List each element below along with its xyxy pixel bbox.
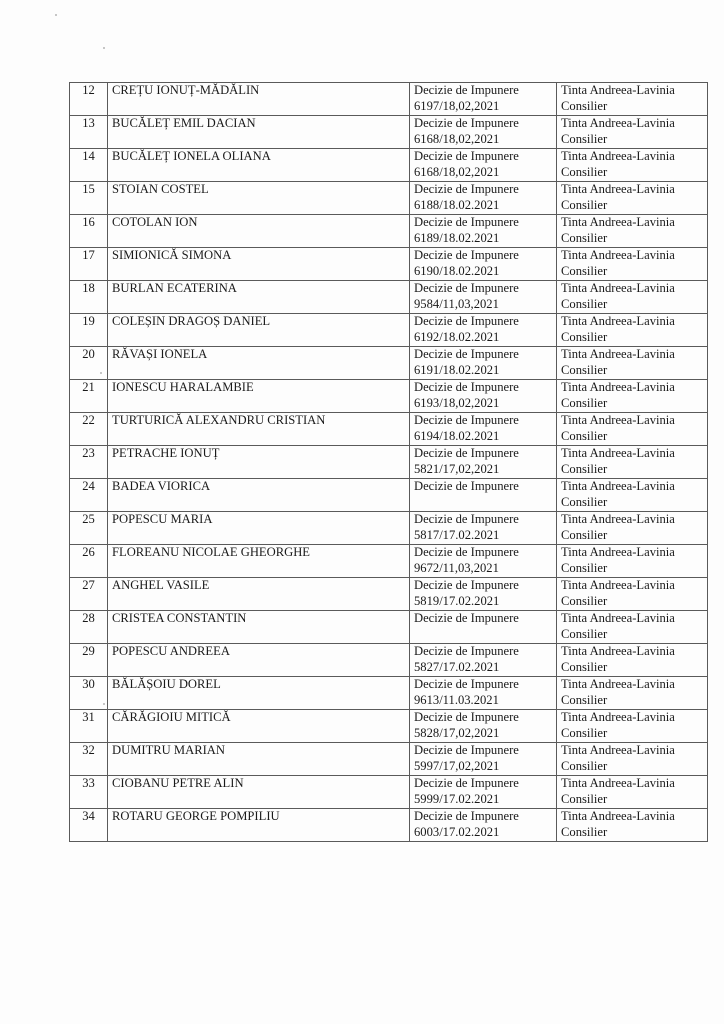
table-row — [70, 83, 708, 116]
document-number: 6168/18,02,2021 — [414, 131, 500, 146]
document-number: 6189/18.02.2021 — [414, 230, 500, 245]
document-cell — [410, 281, 557, 314]
document-number: 5999/17.02.2021 — [414, 791, 500, 806]
document-type: Decizie de Impunere — [414, 776, 519, 790]
taxpayer-name: CIOBANU PETRE ALIN — [108, 776, 410, 809]
responsible-cell — [557, 248, 708, 281]
taxpayer-name: BUCĂLEȚ IONELA OLIANA — [108, 149, 410, 182]
document-number: 6191/18.02.2021 — [414, 362, 500, 377]
responsible-name: Tinta Andreea-Lavinia — [561, 149, 675, 163]
responsible-role: Consilier — [561, 362, 608, 377]
row-number: 34 — [70, 809, 108, 842]
document-number: 6003/17.02.2021 — [414, 824, 500, 839]
document-number: 9613/11.03.2021 — [414, 692, 499, 707]
responsible-role: Consilier — [561, 164, 608, 179]
responsible-cell — [557, 116, 708, 149]
document-cell — [410, 512, 557, 545]
responsible-cell — [557, 215, 708, 248]
document-type: Decizie de Impunere — [414, 743, 519, 757]
taxpayer-name: RĂVAȘI IONELA — [108, 347, 410, 380]
document-type: Decizie de Impunere — [414, 149, 519, 163]
responsible-cell — [557, 446, 708, 479]
responsible-cell — [557, 281, 708, 314]
row-number: 12 — [70, 83, 108, 116]
responsible-role: Consilier — [561, 197, 608, 212]
document-type: Decizie de Impunere — [414, 479, 519, 493]
responsible-role: Consilier — [561, 560, 608, 575]
responsible-role: Consilier — [561, 329, 608, 344]
table-body — [70, 83, 708, 842]
responsible-name: Tinta Andreea-Lavinia — [561, 809, 675, 823]
document-cell — [410, 83, 557, 116]
document-type: Decizie de Impunere — [414, 578, 519, 592]
taxpayer-name: DUMITRU MARIAN — [108, 743, 410, 776]
document-type: Decizie de Impunere — [414, 83, 519, 97]
responsible-name: Tinta Andreea-Lavinia — [561, 512, 675, 526]
scan-speck — [55, 14, 57, 16]
responsible-cell — [557, 644, 708, 677]
table-row — [70, 611, 708, 644]
table-row — [70, 116, 708, 149]
document-type: Decizie de Impunere — [414, 413, 519, 427]
responsible-cell — [557, 479, 708, 512]
responsible-cell — [557, 314, 708, 347]
taxpayer-name: ANGHEL VASILE — [108, 578, 410, 611]
responsible-role: Consilier — [561, 824, 608, 839]
document-number: 9584/11,03,2021 — [414, 296, 499, 311]
responsible-name: Tinta Andreea-Lavinia — [561, 644, 675, 658]
row-number: 31 — [70, 710, 108, 743]
taxpayer-table — [69, 82, 708, 842]
row-number: 20 — [70, 347, 108, 380]
table-row — [70, 578, 708, 611]
responsible-cell — [557, 512, 708, 545]
document-number: 6190/18.02.2021 — [414, 263, 500, 278]
document-number: 5828/17,02,2021 — [414, 725, 500, 740]
responsible-role: Consilier — [561, 230, 608, 245]
table-row — [70, 479, 708, 512]
table-row — [70, 545, 708, 578]
responsible-cell — [557, 677, 708, 710]
document-cell — [410, 545, 557, 578]
table-row — [70, 380, 708, 413]
document-cell — [410, 248, 557, 281]
table-row — [70, 644, 708, 677]
document-cell — [410, 347, 557, 380]
document-type: Decizie de Impunere — [414, 347, 519, 361]
row-number: 14 — [70, 149, 108, 182]
responsible-role: Consilier — [561, 461, 608, 476]
document-number: 6168/18,02,2021 — [414, 164, 500, 179]
responsible-name: Tinta Andreea-Lavinia — [561, 413, 675, 427]
document-cell — [410, 182, 557, 215]
row-number: 32 — [70, 743, 108, 776]
responsible-name: Tinta Andreea-Lavinia — [561, 710, 675, 724]
document-type: Decizie de Impunere — [414, 116, 519, 130]
document-type: Decizie de Impunere — [414, 644, 519, 658]
row-number: 16 — [70, 215, 108, 248]
document-cell — [410, 809, 557, 842]
table-row — [70, 677, 708, 710]
responsible-role: Consilier — [561, 98, 608, 113]
responsible-cell — [557, 545, 708, 578]
taxpayer-name: BADEA VIORICA — [108, 479, 410, 512]
taxpayer-name: CRISTEA CONSTANTIN — [108, 611, 410, 644]
document-type: Decizie de Impunere — [414, 512, 519, 526]
responsible-name: Tinta Andreea-Lavinia — [561, 743, 675, 757]
document-type: Decizie de Impunere — [414, 248, 519, 262]
taxpayer-name: POPESCU MARIA — [108, 512, 410, 545]
document-number: 5827/17.02.2021 — [414, 659, 500, 674]
document-cell — [410, 578, 557, 611]
document-type: Decizie de Impunere — [414, 380, 519, 394]
taxpayer-name: COTOLAN ION — [108, 215, 410, 248]
table-row — [70, 512, 708, 545]
document-number: 6197/18,02,2021 — [414, 98, 500, 113]
taxpayer-name: IONESCU HARALAMBIE — [108, 380, 410, 413]
document-type: Decizie de Impunere — [414, 314, 519, 328]
responsible-name: Tinta Andreea-Lavinia — [561, 677, 675, 691]
taxpayer-name: CREȚU IONUȚ-MĂDĂLIN — [108, 83, 410, 116]
responsible-role: Consilier — [561, 626, 608, 641]
responsible-cell — [557, 149, 708, 182]
scan-speck — [103, 47, 105, 49]
taxpayer-name: SIMIONICĂ SIMONA — [108, 248, 410, 281]
row-number: 17 — [70, 248, 108, 281]
responsible-name: Tinta Andreea-Lavinia — [561, 611, 675, 625]
responsible-role: Consilier — [561, 692, 608, 707]
row-number: 15 — [70, 182, 108, 215]
table-row — [70, 710, 708, 743]
responsible-cell — [557, 83, 708, 116]
taxpayer-name: BĂLĂȘOIU DOREL — [108, 677, 410, 710]
document-type: Decizie de Impunere — [414, 215, 519, 229]
responsible-role: Consilier — [561, 131, 608, 146]
document-number: 6192/18.02.2021 — [414, 329, 500, 344]
responsible-name: Tinta Andreea-Lavinia — [561, 347, 675, 361]
responsible-role: Consilier — [561, 791, 608, 806]
document-cell — [410, 413, 557, 446]
table-row — [70, 413, 708, 446]
document-cell — [410, 479, 557, 512]
document-cell — [410, 677, 557, 710]
document-type: Decizie de Impunere — [414, 611, 519, 625]
responsible-name: Tinta Andreea-Lavinia — [561, 116, 675, 130]
table-row — [70, 248, 708, 281]
responsible-cell — [557, 413, 708, 446]
responsible-name: Tinta Andreea-Lavinia — [561, 281, 675, 295]
row-number: 29 — [70, 644, 108, 677]
taxpayer-name: FLOREANU NICOLAE GHEORGHE — [108, 545, 410, 578]
document-number: 6188/18.02.2021 — [414, 197, 500, 212]
table-row — [70, 809, 708, 842]
responsible-role: Consilier — [561, 725, 608, 740]
document-number: 5997/17,02,2021 — [414, 758, 500, 773]
document-type: Decizie de Impunere — [414, 446, 519, 460]
document-type: Decizie de Impunere — [414, 677, 519, 691]
row-number: 13 — [70, 116, 108, 149]
responsible-name: Tinta Andreea-Lavinia — [561, 545, 675, 559]
document-number: 6194/18.02.2021 — [414, 428, 500, 443]
responsible-name: Tinta Andreea-Lavinia — [561, 248, 675, 262]
row-number: 25 — [70, 512, 108, 545]
row-number: 23 — [70, 446, 108, 479]
responsible-cell — [557, 809, 708, 842]
row-number: 30 — [70, 677, 108, 710]
row-number: 22 — [70, 413, 108, 446]
responsible-cell — [557, 380, 708, 413]
document-cell — [410, 446, 557, 479]
table-row — [70, 743, 708, 776]
taxpayer-name: ROTARU GEORGE POMPILIU — [108, 809, 410, 842]
document-type: Decizie de Impunere — [414, 281, 519, 295]
table-row — [70, 347, 708, 380]
document-cell — [410, 116, 557, 149]
responsible-name: Tinta Andreea-Lavinia — [561, 776, 675, 790]
document-number: 9672/11,03,2021 — [414, 560, 499, 575]
row-number: 19 — [70, 314, 108, 347]
document-cell — [410, 380, 557, 413]
responsible-cell — [557, 182, 708, 215]
document-cell — [410, 314, 557, 347]
table-row — [70, 446, 708, 479]
responsible-role: Consilier — [561, 395, 608, 410]
responsible-name: Tinta Andreea-Lavinia — [561, 479, 675, 493]
responsible-name: Tinta Andreea-Lavinia — [561, 314, 675, 328]
responsible-name: Tinta Andreea-Lavinia — [561, 380, 675, 394]
row-number: 26 — [70, 545, 108, 578]
taxpayer-name: BUCĂLEȚ EMIL DACIAN — [108, 116, 410, 149]
document-cell — [410, 743, 557, 776]
responsible-name: Tinta Andreea-Lavinia — [561, 446, 675, 460]
row-number: 18 — [70, 281, 108, 314]
table-row — [70, 281, 708, 314]
document-cell — [410, 611, 557, 644]
row-number: 21 — [70, 380, 108, 413]
document-type: Decizie de Impunere — [414, 182, 519, 196]
responsible-role: Consilier — [561, 263, 608, 278]
taxpayer-name: PETRACHE IONUȚ — [108, 446, 410, 479]
responsible-role: Consilier — [561, 758, 608, 773]
taxpayer-name: CĂRĂGIOIU MITICĂ — [108, 710, 410, 743]
responsible-cell — [557, 776, 708, 809]
responsible-role: Consilier — [561, 527, 608, 542]
responsible-role: Consilier — [561, 494, 608, 509]
table-row — [70, 314, 708, 347]
taxpayer-name: TURTURICĂ ALEXANDRU CRISTIAN — [108, 413, 410, 446]
document-cell — [410, 215, 557, 248]
document-number: 5821/17,02,2021 — [414, 461, 500, 476]
responsible-cell — [557, 710, 708, 743]
document-cell — [410, 710, 557, 743]
document-cell — [410, 776, 557, 809]
document-cell — [410, 644, 557, 677]
document-type: Decizie de Impunere — [414, 545, 519, 559]
responsible-cell — [557, 578, 708, 611]
responsible-role: Consilier — [561, 428, 608, 443]
taxpayer-name: POPESCU ANDREEA — [108, 644, 410, 677]
table-row — [70, 215, 708, 248]
responsible-name: Tinta Andreea-Lavinia — [561, 182, 675, 196]
taxpayer-name: STOIAN COSTEL — [108, 182, 410, 215]
responsible-name: Tinta Andreea-Lavinia — [561, 215, 675, 229]
document-number: 5817/17.02.2021 — [414, 527, 500, 542]
responsible-cell — [557, 611, 708, 644]
responsible-name: Tinta Andreea-Lavinia — [561, 578, 675, 592]
responsible-cell — [557, 347, 708, 380]
document-number: 5819/17.02.2021 — [414, 593, 500, 608]
document-number: 6193/18,02,2021 — [414, 395, 500, 410]
document-type: Decizie de Impunere — [414, 809, 519, 823]
table-row — [70, 776, 708, 809]
document-cell — [410, 149, 557, 182]
row-number: 27 — [70, 578, 108, 611]
responsible-role: Consilier — [561, 659, 608, 674]
row-number: 24 — [70, 479, 108, 512]
responsible-role: Consilier — [561, 296, 608, 311]
table-row — [70, 149, 708, 182]
responsible-cell — [557, 743, 708, 776]
row-number: 28 — [70, 611, 108, 644]
responsible-name: Tinta Andreea-Lavinia — [561, 83, 675, 97]
table-row — [70, 182, 708, 215]
row-number: 33 — [70, 776, 108, 809]
responsible-role: Consilier — [561, 593, 608, 608]
document-type: Decizie de Impunere — [414, 710, 519, 724]
taxpayer-name: BURLAN ECATERINA — [108, 281, 410, 314]
taxpayer-name: COLEȘIN DRAGOȘ DANIEL — [108, 314, 410, 347]
